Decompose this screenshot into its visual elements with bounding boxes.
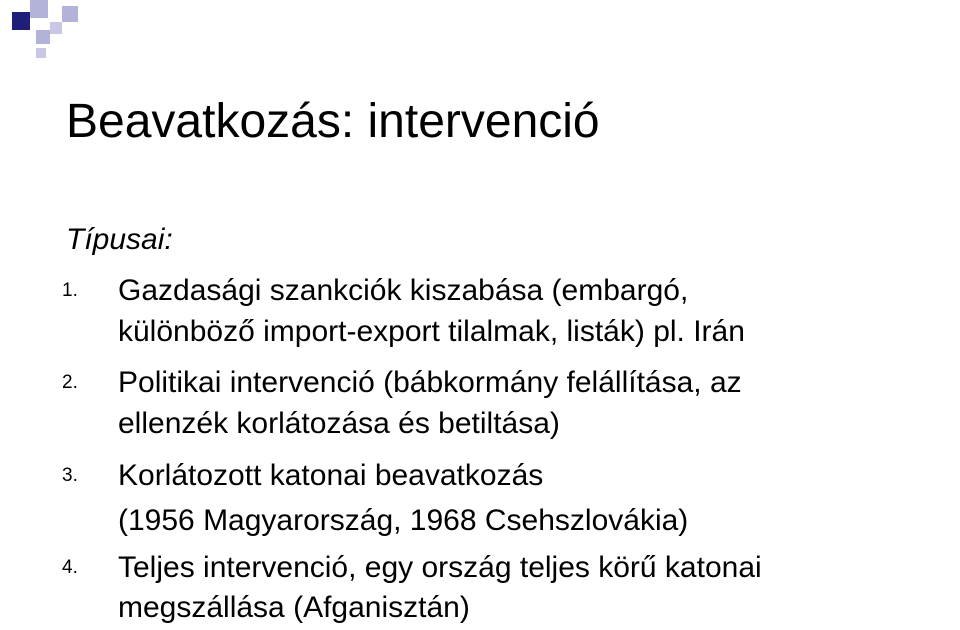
decoration-square-light [30, 0, 48, 18]
decoration-square-light [36, 30, 50, 44]
list-item-text: (1956 Magyarország, 1968 Csehszlovákia) [118, 504, 689, 537]
slide-corner-decoration [0, 0, 100, 70]
decoration-square-light [50, 22, 62, 34]
list-item-text: megszállása (Afganisztán) [118, 591, 470, 624]
decoration-square-dark [12, 12, 30, 30]
slide-subtitle: Típusai: [66, 223, 173, 256]
list-item-number: 3. [62, 465, 78, 486]
decoration-square-light [36, 48, 46, 58]
list-item-text: különböző import-export tilalmak, listák) pl. Irán [118, 315, 745, 348]
list-item-text: Teljes intervenció, egy ország teljes körű katonai [118, 551, 762, 584]
list-item-number: 4. [62, 557, 78, 578]
list-item-text: Korlátozott katonai beavatkozás [118, 459, 544, 492]
list-item-text: ellenzék korlátozása és betiltása) [118, 407, 560, 440]
list-item-text: Gazdasági szankciók kiszabása (embargó, [118, 274, 689, 307]
list-item-number: 1. [62, 280, 78, 301]
list-item-text: Politikai intervenció (bábkormány felállítása, az [118, 366, 742, 399]
slide-title: Beavatkozás: intervenció [66, 95, 600, 148]
list-item-number: 2. [62, 372, 78, 393]
decoration-square-light [62, 6, 78, 22]
